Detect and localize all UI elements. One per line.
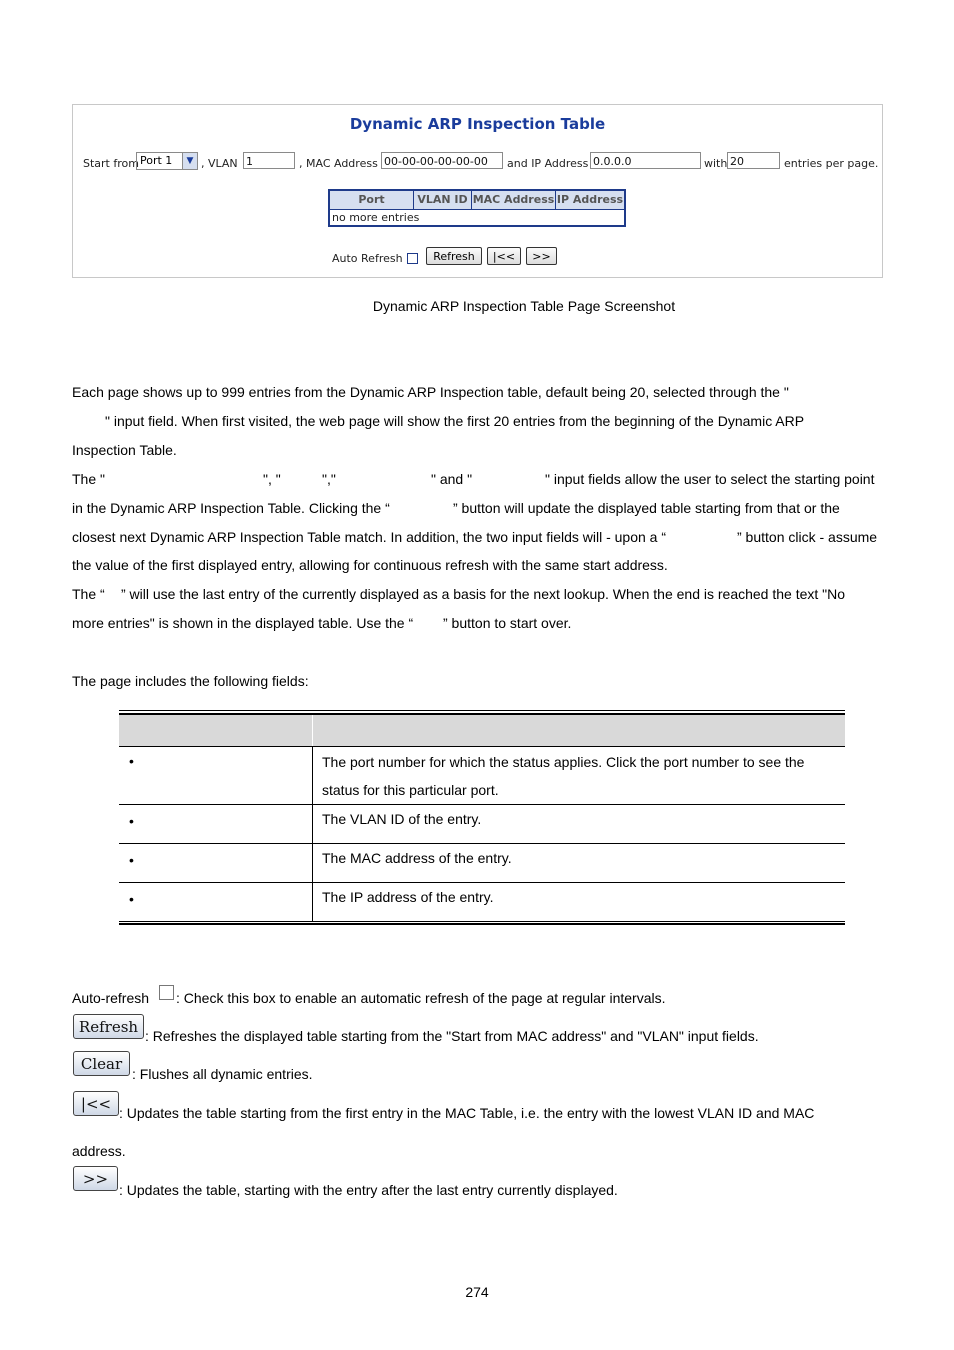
next-button-image: >> <box>73 1166 118 1191</box>
paragraph-line: Each page shows up to 999 entries from the Dynamic ARP Inspection table, default being 20, selected through the " <box>72 384 789 400</box>
bullet: • <box>129 852 134 868</box>
table-row <box>119 746 845 804</box>
column-header: IP Address <box>556 193 624 206</box>
field-description: The port number for which the status applies. Click the port number to see the status for this particular port. <box>322 754 805 798</box>
empty-row: no more entries <box>332 211 420 224</box>
bullet: • <box>129 891 134 907</box>
paragraph-line: closest next Dynamic ARP Inspection Table match. In addition, the two input fields will - upon a “ <box>72 529 667 545</box>
table-row <box>119 882 845 921</box>
screenshot-panel <box>72 104 883 278</box>
arp-table <box>328 189 626 227</box>
field-description: The VLAN ID of the entry. <box>322 811 482 827</box>
field-description: The MAC address of the entry. <box>322 850 512 866</box>
auto-refresh-label: Auto Refresh <box>332 252 403 265</box>
vlan-input[interactable]: 1 <box>243 152 295 169</box>
refresh-desc: : Refreshes the displayed table starting from the "Start from MAC address" and "VLAN" input fields. <box>145 1028 759 1044</box>
auto-refresh-checkbox[interactable] <box>407 253 418 264</box>
ip-label: and IP Address <box>507 157 589 170</box>
paragraph-line: ” button to start over. <box>443 615 572 631</box>
mac-label: , MAC Address <box>299 157 378 170</box>
start-port-select[interactable] <box>136 152 198 170</box>
fields-table <box>119 710 845 925</box>
vlan-label: , VLAN <box>201 157 238 170</box>
paragraph-line: Inspection Table. <box>72 442 177 458</box>
chevron-down-icon[interactable]: ▼ <box>182 153 197 169</box>
first-page-button[interactable]: |<< <box>487 247 521 265</box>
paragraph-line: ” button click - assume <box>737 529 878 545</box>
fields-table-header <box>119 713 845 746</box>
page-number: 274 <box>465 1284 489 1300</box>
first-desc-cont: address. <box>72 1143 126 1159</box>
entries-input[interactable]: 20 <box>727 152 780 169</box>
panel-title: Dynamic ARP Inspection Table <box>349 115 606 133</box>
checkbox-icon <box>159 985 174 1000</box>
auto-refresh-text: Auto-refresh <box>72 990 150 1006</box>
next-desc: : Updates the table, starting with the entry after the last entry currently displayed. <box>119 1182 618 1198</box>
bullet: • <box>129 753 134 769</box>
first-button-image: |<< <box>73 1091 119 1116</box>
paragraph-line: " input field. When first visited, the web page will show the first 20 entries from the beginning of the Dynamic ARP <box>105 413 805 429</box>
entries-label: entries per page. <box>784 157 879 170</box>
field-description: The IP address of the entry. <box>322 889 494 905</box>
refresh-button[interactable]: Refresh <box>426 247 482 265</box>
clear-desc: : Flushes all dynamic entries. <box>132 1066 313 1082</box>
start-port-value: Port 1 <box>140 154 173 167</box>
first-desc: : Updates the table starting from the first entry in the MAC Table, i.e. the entry with the lowest VLAN ID and MAC <box>119 1105 815 1121</box>
paragraph-line: The “ <box>72 586 105 602</box>
paragraph-line: " input fields allow the user to select the starting point <box>545 471 875 487</box>
table-rule <box>119 710 845 711</box>
paragraph-line: " and " <box>431 471 473 487</box>
table-row <box>119 804 845 843</box>
auto-refresh-desc: : Check this box to enable an automatic refresh of the page at regular intervals. <box>176 990 666 1006</box>
column-header: VLAN ID <box>414 191 472 209</box>
bullet: • <box>129 813 134 829</box>
paragraph-line: in the Dynamic ARP Inspection Table. Clicking the “ <box>72 500 390 516</box>
paragraph-line: The " <box>72 471 105 487</box>
paragraph-line: more entries" is shown in the displayed table. Use the “ <box>72 615 414 631</box>
ip-input[interactable]: 0.0.0.0 <box>590 152 701 169</box>
start-from-label: Start from <box>83 157 139 170</box>
fields-intro: The page includes the following fields: <box>72 673 309 689</box>
paragraph-line: ” will use the last entry of the currently displayed as a basis for the next lookup. When the end is reached the text "No <box>121 586 846 602</box>
table-row <box>119 843 845 882</box>
refresh-button-image: Refresh <box>73 1014 144 1039</box>
column-header: MAC Address <box>472 191 556 209</box>
paragraph-line: the value of the first displayed entry, allowing for continuous refresh with the same start address. <box>72 557 668 573</box>
paragraph-line: "," <box>322 471 336 487</box>
paragraph-line: ” button will update the displayed table starting from that or the <box>453 500 840 516</box>
paragraph-line: ", " <box>263 471 281 487</box>
column-header: Port <box>330 191 414 209</box>
mac-input[interactable]: 00-00-00-00-00-00 <box>381 152 503 169</box>
next-page-button[interactable]: >> <box>526 247 557 265</box>
with-label: with <box>704 157 728 170</box>
clear-button-image: Clear <box>73 1051 130 1076</box>
figure-caption: Dynamic ARP Inspection Table Page Screenshot <box>372 298 676 314</box>
arp-table-header <box>330 191 624 210</box>
